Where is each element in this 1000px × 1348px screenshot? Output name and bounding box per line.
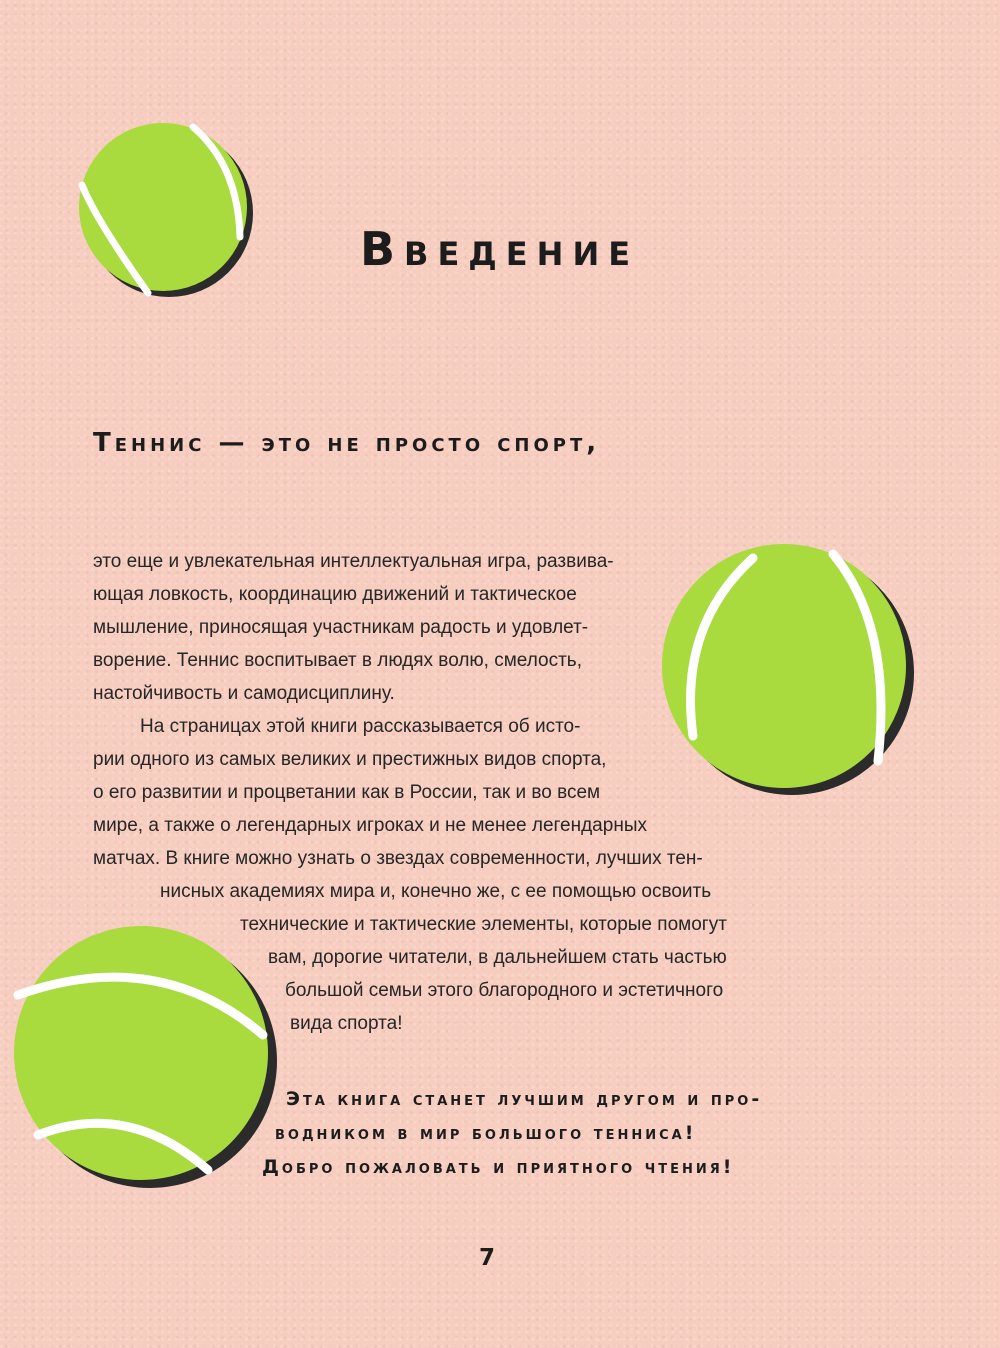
body-line: матчах. В книге можно узнать о звездах современности, лучших тен-	[93, 848, 703, 869]
closing-line: водником в мир большого тенниса!	[275, 1122, 697, 1144]
body-line: мире, а также о легендарных игроках и не менее легендарных	[93, 815, 647, 836]
page-title: Введение	[360, 222, 640, 276]
body-line: вам, дорогие читатели, в дальнейшем стать частью	[268, 947, 727, 968]
body-line: большой семьи этого благородного и эстетичного	[285, 980, 724, 1001]
page-number: 7	[479, 1245, 496, 1271]
body-line: мышление, приносящая участникам радость и удовлет-	[93, 617, 589, 638]
body-line: ющая ловкость, координацию движений и тактическое	[93, 584, 577, 605]
closing-line: Добро пожаловать и приятного чтения!	[262, 1156, 735, 1178]
closing-line: Эта книга станет лучшим другом и про-	[286, 1088, 763, 1110]
body-line: На страницах этой книги рассказывается об исто-	[140, 716, 581, 737]
tennis-ball-top	[78, 125, 263, 300]
lead-heading: Теннис — это не просто спорт,	[93, 428, 601, 458]
body-line: это еще и увлекательная интеллектуальная игра, развива-	[93, 551, 614, 572]
body-line: технические и тактические элементы, которые помогут	[240, 914, 727, 935]
tennis-ball-icon	[8, 925, 293, 1190]
body-line: нисных академиях мира и, конечно же, с ее помощью освоить	[160, 881, 712, 902]
body-line: о его развитии и процветании как в России, так и во всем	[93, 782, 601, 803]
body-line: рии одного из самых великих и престижных видов спорта,	[93, 749, 607, 770]
body-line: вида спорта!	[290, 1013, 403, 1034]
tennis-ball-icon	[78, 125, 263, 300]
body-line: ворение. Теннис воспитывает в людях волю, смелость,	[93, 650, 582, 671]
body-line: настойчивость и самодисциплину.	[93, 683, 395, 704]
tennis-ball-bottom	[8, 925, 293, 1190]
tennis-ball-icon	[658, 546, 923, 796]
tennis-ball-right	[658, 546, 923, 796]
